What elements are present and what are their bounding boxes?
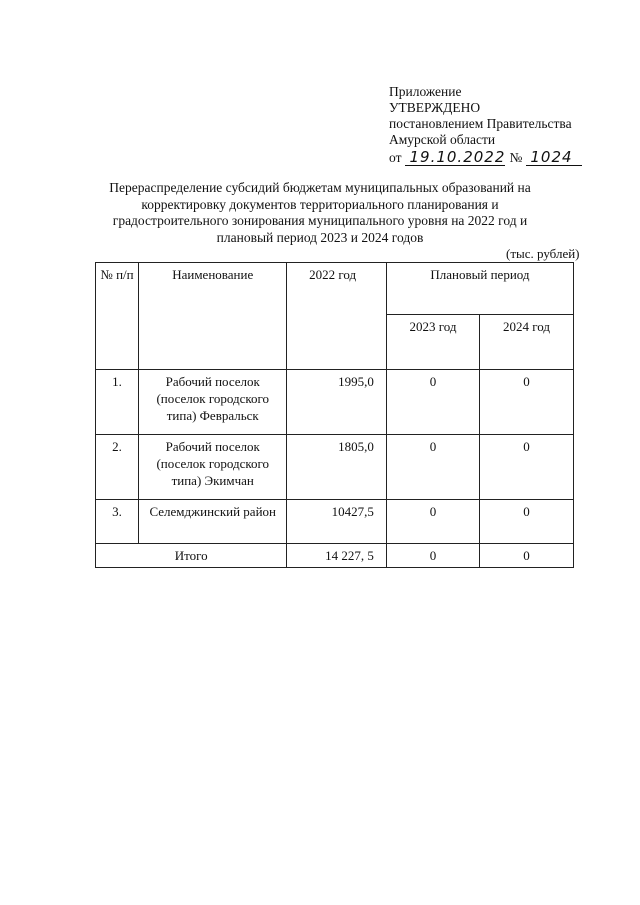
- decree-label: постановлением Правительства: [389, 116, 572, 131]
- total-2023: 0: [386, 544, 479, 568]
- row-name: Селемджинский район: [139, 500, 287, 544]
- header-plan-period: Плановый период: [386, 263, 573, 315]
- row-2022: 10427,5: [287, 500, 387, 544]
- row-no: 2.: [96, 435, 139, 500]
- row-2022: 1805,0: [287, 435, 387, 500]
- appendix-label: Приложение: [389, 84, 462, 99]
- date-prefix: от: [389, 150, 402, 165]
- total-2022: 14 227, 5: [287, 544, 387, 568]
- row-no: 1.: [96, 370, 139, 435]
- header-2022: 2022 год: [287, 263, 387, 370]
- region-label: Амурской области: [389, 132, 496, 147]
- total-2024: 0: [480, 544, 574, 568]
- row-no: 3.: [96, 500, 139, 544]
- row-name: Рабочий поселок (поселок городского типа) Экимчан: [139, 435, 287, 500]
- row-2022: 1995,0: [287, 370, 387, 435]
- unit-label: (тыс. рублей): [506, 246, 580, 261]
- table-row: [96, 435, 574, 500]
- approval-block: [389, 84, 582, 166]
- row-2024: 0: [480, 435, 574, 500]
- total-row: [96, 544, 574, 568]
- header-row: [96, 263, 574, 315]
- decree-date: 19.10.2022: [405, 149, 505, 166]
- row-name: Рабочий поселок (поселок городского типа) Февральск: [139, 370, 287, 435]
- decree-date-line: [389, 149, 582, 166]
- row-2023: 0: [386, 435, 479, 500]
- total-label: Итого: [96, 544, 287, 568]
- number-prefix: №: [509, 150, 523, 165]
- row-2023: 0: [386, 370, 479, 435]
- header-no: № п/п: [96, 263, 139, 370]
- row-2024: 0: [480, 370, 574, 435]
- header-2024: 2024 год: [480, 315, 574, 370]
- decree-number: 1024: [526, 149, 582, 166]
- header-name: Наименование: [139, 263, 287, 370]
- header-2023: 2023 год: [386, 315, 479, 370]
- table-row: [96, 500, 574, 544]
- row-2024: 0: [480, 500, 574, 544]
- table-row: [96, 370, 574, 435]
- subsidy-table: [95, 262, 574, 568]
- row-2023: 0: [386, 500, 479, 544]
- document-title: Перераспределение субсидий бюджетам муниципальных образований на корректировку документов территориального планирования и градостроительного зонирования муниципального уровня на 2022 год и плановый период 2023 и 2024 годов: [109, 180, 531, 245]
- approved-label: УТВЕРЖДЕНО: [389, 100, 481, 115]
